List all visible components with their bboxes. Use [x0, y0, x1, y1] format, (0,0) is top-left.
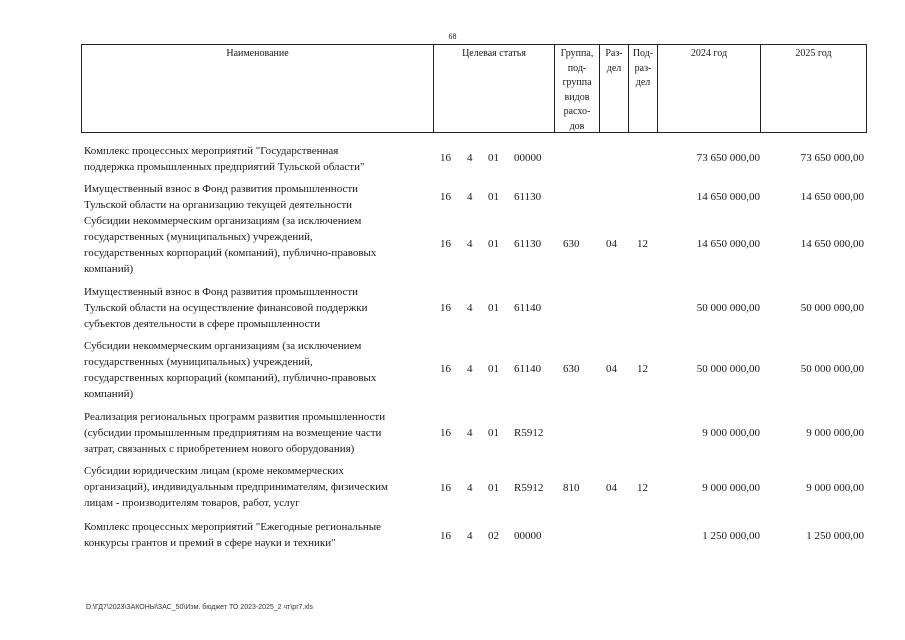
row-name: Субсидии некоммерческим организациям (за исключением государственных (муниципальных) учреждений, государственных корпораций (компаний), публично-правовых компаний) — [84, 340, 377, 400]
amount-2024: 14 650 000,00 — [696, 191, 760, 203]
header-2024: 2024 год — [657, 45, 760, 132]
code-direction: 61130 — [514, 191, 542, 203]
code-subprogram: 4 — [467, 363, 473, 375]
table-row — [84, 409, 868, 457]
code-expense-group: 630 — [563, 238, 580, 250]
code-subprogram: 4 — [467, 302, 473, 314]
table-row — [84, 519, 868, 551]
row-name: Субсидии некоммерческим организациям (за исключением государственных (муниципальных) учреждений, государственных корпораций (компаний), публично-правовых компаний) — [84, 215, 377, 275]
amount-2024: 73 650 000,00 — [696, 152, 760, 164]
code-program: 16 — [440, 363, 451, 375]
header-group: Группа, под- группа видов расхо- дов — [554, 45, 599, 132]
code-program: 16 — [440, 191, 451, 203]
header-target: Целевая статья — [433, 45, 554, 132]
code-section: 04 — [606, 363, 617, 375]
table-row — [84, 463, 868, 511]
code-direction: 00000 — [514, 530, 542, 542]
code-event: 01 — [488, 152, 499, 164]
code-subprogram: 4 — [467, 238, 473, 250]
page-number: 68 — [448, 32, 457, 41]
code-expense-group: 810 — [563, 482, 580, 494]
amount-2025: 14 650 000,00 — [800, 191, 864, 203]
code-event: 01 — [488, 482, 499, 494]
code-program: 16 — [440, 427, 451, 439]
table-row — [84, 181, 868, 213]
code-direction: 00000 — [514, 152, 542, 164]
code-program: 16 — [440, 530, 451, 542]
amount-2025: 14 650 000,00 — [800, 238, 864, 250]
amount-2024: 50 000 000,00 — [696, 363, 760, 375]
code-subprogram: 4 — [467, 530, 473, 542]
table-row — [84, 143, 868, 175]
code-subprogram: 4 — [467, 482, 473, 494]
row-name: Имущественный взнос в Фонд развития промышленности Тульской области на осуществление финансовой поддержки субъектов деятельности в сфере промышленности — [84, 286, 368, 330]
amount-2024: 50 000 000,00 — [696, 302, 760, 314]
row-name: Комплекс процессных мероприятий "Ежегодные региональные конкурсы грантов и премий в сфере науки и техники" — [84, 521, 382, 549]
amount-2025: 50 000 000,00 — [800, 363, 864, 375]
code-event: 01 — [488, 427, 499, 439]
code-program: 16 — [440, 152, 451, 164]
amount-2024: 9 000 000,00 — [702, 482, 760, 494]
code-event: 01 — [488, 363, 499, 375]
table-header — [81, 44, 867, 133]
code-direction: R5912 — [514, 482, 544, 494]
code-program: 16 — [440, 482, 451, 494]
code-subprogram: 4 — [467, 152, 473, 164]
header-2025: 2025 год — [760, 45, 866, 132]
code-event: 01 — [488, 238, 499, 250]
code-subsection: 12 — [637, 238, 648, 250]
amount-2024: 9 000 000,00 — [702, 427, 760, 439]
row-name: Субсидии юридическим лицам (кроме некоммерческих организаций), индивидуальным предпринимателям, физическим лицам - производителям товаров, работ, услуг — [84, 465, 388, 509]
table-row — [84, 284, 868, 332]
row-name: Реализация региональных программ развития промышленности (субсидии промышленным предприятиям на возмещение части затрат, связанных с приобретением нового оборудования) — [84, 411, 386, 455]
code-direction: R5912 — [514, 427, 544, 439]
row-name: Имущественный взнос в Фонд развития промышленности Тульской области на организацию текущей деятельности — [84, 183, 359, 211]
code-subsection: 12 — [637, 363, 648, 375]
code-direction: 61140 — [514, 302, 542, 314]
amount-2025: 9 000 000,00 — [806, 427, 864, 439]
code-direction: 61130 — [514, 238, 542, 250]
amount-2025: 73 650 000,00 — [800, 152, 864, 164]
amount-2025: 1 250 000,00 — [806, 530, 864, 542]
code-section: 04 — [606, 482, 617, 494]
row-name: Комплекс процессных мероприятий "Государственная поддержка промышленных предприятий Тульской области" — [84, 145, 365, 173]
amount-2024: 14 650 000,00 — [696, 238, 760, 250]
code-subsection: 12 — [637, 482, 648, 494]
table-row — [84, 213, 868, 277]
header-section: Раз- дел — [599, 45, 628, 132]
code-program: 16 — [440, 238, 451, 250]
code-program: 16 — [440, 302, 451, 314]
amount-2025: 9 000 000,00 — [806, 482, 864, 494]
code-event: 02 — [488, 530, 499, 542]
code-direction: 61140 — [514, 363, 542, 375]
code-event: 01 — [488, 191, 499, 203]
file-path-footer: D:\ГД7\2023\ЗАКОНЫ\ЗАС_50\Изм. бюджет ТО 2023-2025_2 чт\pr7.xls — [86, 604, 313, 611]
amount-2025: 50 000 000,00 — [800, 302, 864, 314]
code-section: 04 — [606, 238, 617, 250]
amount-2024: 1 250 000,00 — [702, 530, 760, 542]
code-event: 01 — [488, 302, 499, 314]
table-row — [84, 338, 868, 402]
code-subprogram: 4 — [467, 427, 473, 439]
code-subprogram: 4 — [467, 191, 473, 203]
header-name: Наименование — [226, 48, 289, 59]
code-expense-group: 630 — [563, 363, 580, 375]
header-subsection: Под- раз- дел — [628, 45, 657, 132]
